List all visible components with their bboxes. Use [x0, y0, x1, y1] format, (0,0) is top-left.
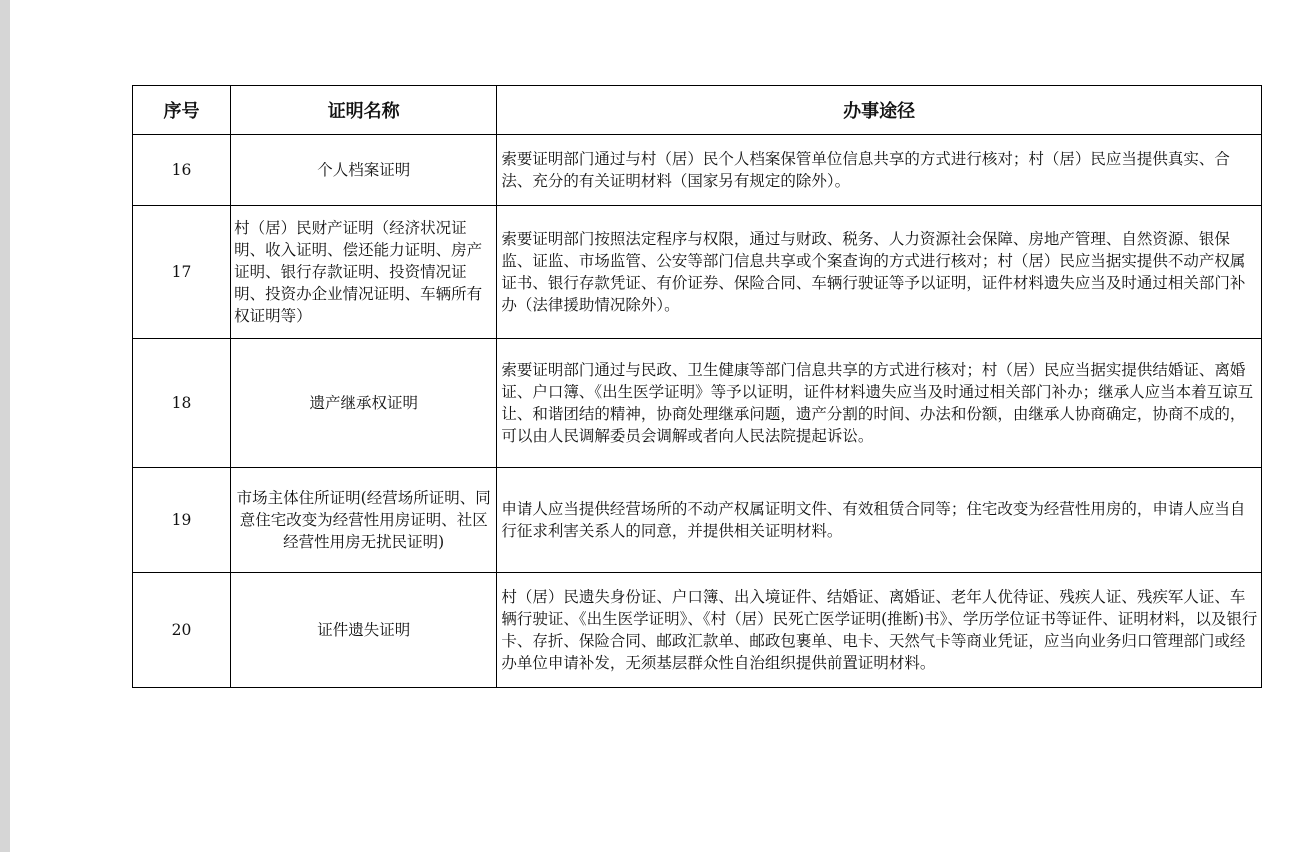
- row-serial-number: 17: [133, 206, 231, 339]
- row-certificate-name: 证件遗失证明: [231, 573, 497, 688]
- table-row: [133, 573, 1262, 688]
- row-handling-route: 索要证明部门通过与村（居）民个人档案保管单位信息共享的方式进行核对；村（居）民应当提供真实、合法、充分的有关证明材料（国家另有规定的除外）。: [497, 135, 1262, 206]
- certificate-table: [132, 85, 1262, 688]
- row-serial-number: 20: [133, 573, 231, 688]
- row-handling-route: 申请人应当提供经营场所的不动产权属证明文件、有效租赁合同等；住宅改变为经营性用房的，申请人应当自行征求利害关系人的同意，并提供相关证明材料。: [497, 468, 1262, 573]
- table-row: [133, 339, 1262, 468]
- header-certificate-name: 证明名称: [231, 86, 497, 135]
- row-certificate-name: 村（居）民财产证明（经济状况证明、收入证明、偿还能力证明、房产证明、银行存款证明、投资情况证明、投资办企业情况证明、车辆所有权证明等）: [231, 206, 497, 339]
- row-certificate-name: 遗产继承权证明: [231, 339, 497, 468]
- table-header-row: [133, 86, 1262, 135]
- row-serial-number: 16: [133, 135, 231, 206]
- viewer-left-edge: [0, 0, 10, 852]
- header-handling-route: 办事途径: [497, 86, 1262, 135]
- row-handling-route: 索要证明部门按照法定程序与权限，通过与财政、税务、人力资源社会保障、房地产管理、自然资源、银保监、证监、市场监管、公安等部门信息共享或个案查询的方式进行核对；村（居）民应当据实提供不动产权属证书、银行存款凭证、有价证券、保险合同、车辆行驶证等予以证明，证件材料遗失应当及时通过相关部门补办（法律援助情况除外）。: [497, 206, 1262, 339]
- row-handling-route: 索要证明部门通过与民政、卫生健康等部门信息共享的方式进行核对；村（居）民应当据实提供结婚证、离婚证、户口簿、《出生医学证明》等予以证明，证件材料遗失应当及时通过相关部门补办；继承人应当本着互谅互让、和谐团结的精神，协商处理继承问题，遗产分割的时间、办法和份额，由继承人协商确定，协商不成的，可以由人民调解委员会调解或者向人民法院提起诉讼。: [497, 339, 1262, 468]
- row-certificate-name: 个人档案证明: [231, 135, 497, 206]
- row-handling-route: 村（居）民遗失身份证、户口簿、出入境证件、结婚证、离婚证、老年人优待证、残疾人证、残疾军人证、车辆行驶证、《出生医学证明》、《村（居）民死亡医学证明(推断)书》、学历学位证书等证件、证明材料，以及银行卡、存折、保险合同、邮政汇款单、邮政包裹单、电卡、天然气卡等商业凭证，应当向业务归口管理部门或经办单位申请补发，无须基层群众性自治组织提供前置证明材料。: [497, 573, 1262, 688]
- table-row: [133, 206, 1262, 339]
- table-row: [133, 135, 1262, 206]
- table-row: [133, 468, 1262, 573]
- row-serial-number: 18: [133, 339, 231, 468]
- header-serial-number: 序号: [133, 86, 231, 135]
- row-certificate-name: 市场主体住所证明(经营场所证明、同意住宅改变为经营性用房证明、社区经营性用房无扰民证明): [231, 468, 497, 573]
- row-serial-number: 19: [133, 468, 231, 573]
